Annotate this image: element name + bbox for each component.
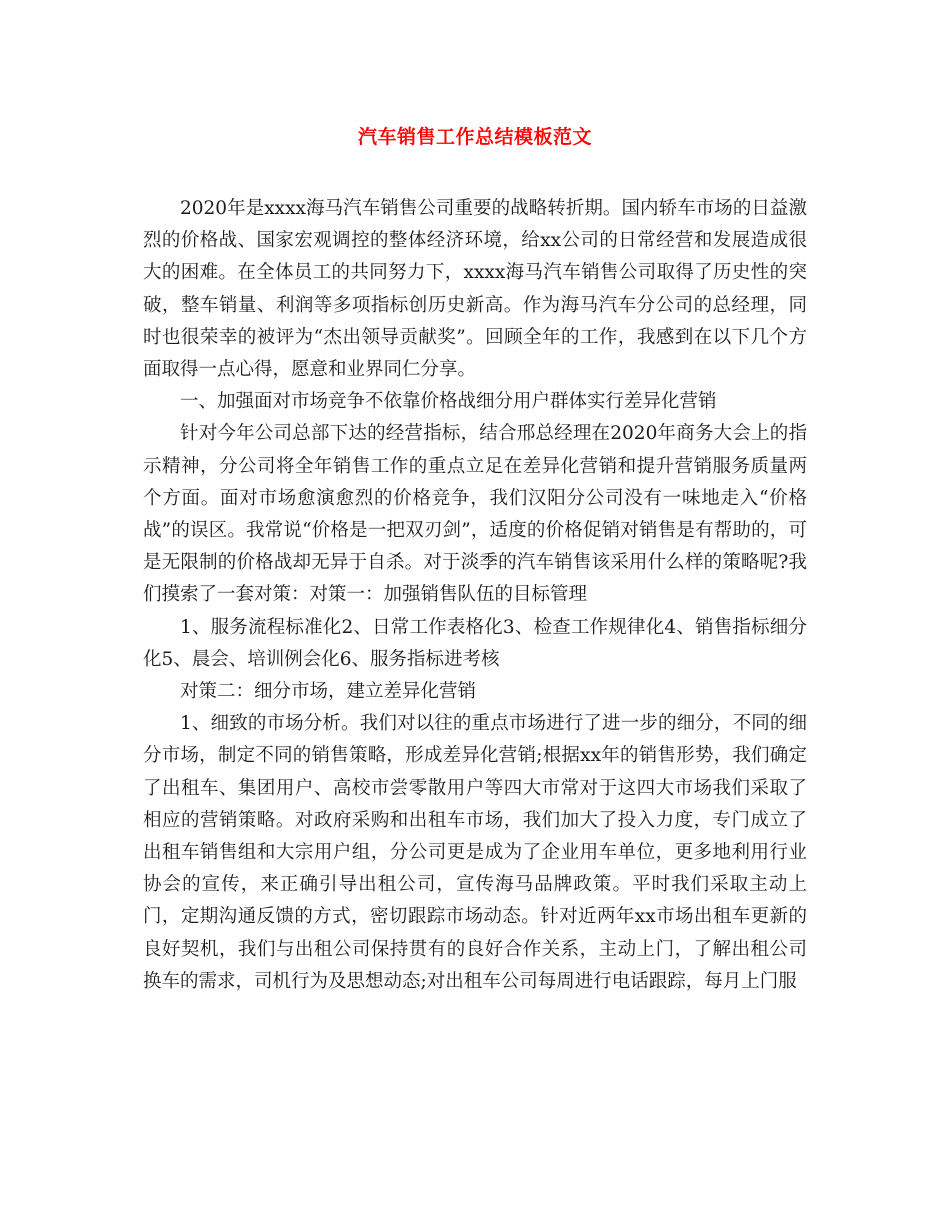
subsection-heading: 对策二：细分市场，建立差异化营销 — [180, 681, 477, 703]
document-body — [143, 193, 807, 998]
body-paragraph: 1、服务流程标准化2、日常工作表格化3、检查工作规律化4、销售指标细分化5、晨会、培训例会化6、服务指标进考核 — [143, 616, 807, 670]
body-paragraph: 1、细致的市场分析。我们对以往的重点市场进行了进一步的细分，不同的细分市场，制定不同的销售策略，形成差异化营销;根据xx年的销售形势，我们确定了出租车、集团用户、高校市尝零散用户等四大市常对于这四大市场我们采取了相应的营销策略。对政府采购和出租车市场，我们加大了投入力度，专门成立了出租车销售组和大宗用户组，分公司更是成为了企业用车单位，更多地利用行业协会的宣传，来正确引导出租公司，宣传海马品牌政策。平时我们采取主动上门，定期沟通反馈的方式，密切跟踪市场动态。针对近两年xx市场出租车更新的良好契机，我们与出租公司保持贯有的良好合作关系，主动上门，了解出租公司换车的需求，司机行为及思想动态;对出租车公司每周进行电话跟踪，每月上门服 — [143, 713, 807, 992]
intro-paragraph: 2020年是xxxx海马汽车销售公司重要的战略转折期。国内轿车市场的日益激烈的价格战、国家宏观调控的整体经济环境，给xx公司的日常经营和发展造成很大的困难。在全体员工的共同努力下，xxxx海马汽车销售公司取得了历史性的突破，整车销量、利润等多项指标创历史新高。作为海马汽车分公司的总经理，同时也很荣幸的被评为“杰出领导贡献奖”。回顾全年的工作，我感到在以下几个方面取得一点心得，愿意和业界同仁分享。 — [143, 198, 807, 381]
document-title: 汽车销售工作总结模板范文 — [357, 126, 592, 148]
body-paragraph: 针对今年公司总部下达的经营指标，结合邢总经理在2020年商务大会上的指示精神，分公司将全年销售工作的重点立足在差异化营销和提升营销服务质量两个方面。面对市场愈演愈烈的价格竞争，我们汉阳分公司没有一味地走入“价格战”的误区。我常说“价格是一把双刃剑”，适度的价格促销对销售是有帮助的，可是无限制的价格战却无异于自杀。对于淡季的汽车销售该采用什么样的策略呢?我们摸索了一套对策：对策一：加强销售队伍的目标管理 — [143, 423, 807, 606]
section-heading: 一、加强面对市场竞争不依靠价格战细分用户群体实行差异化营销 — [180, 391, 717, 413]
